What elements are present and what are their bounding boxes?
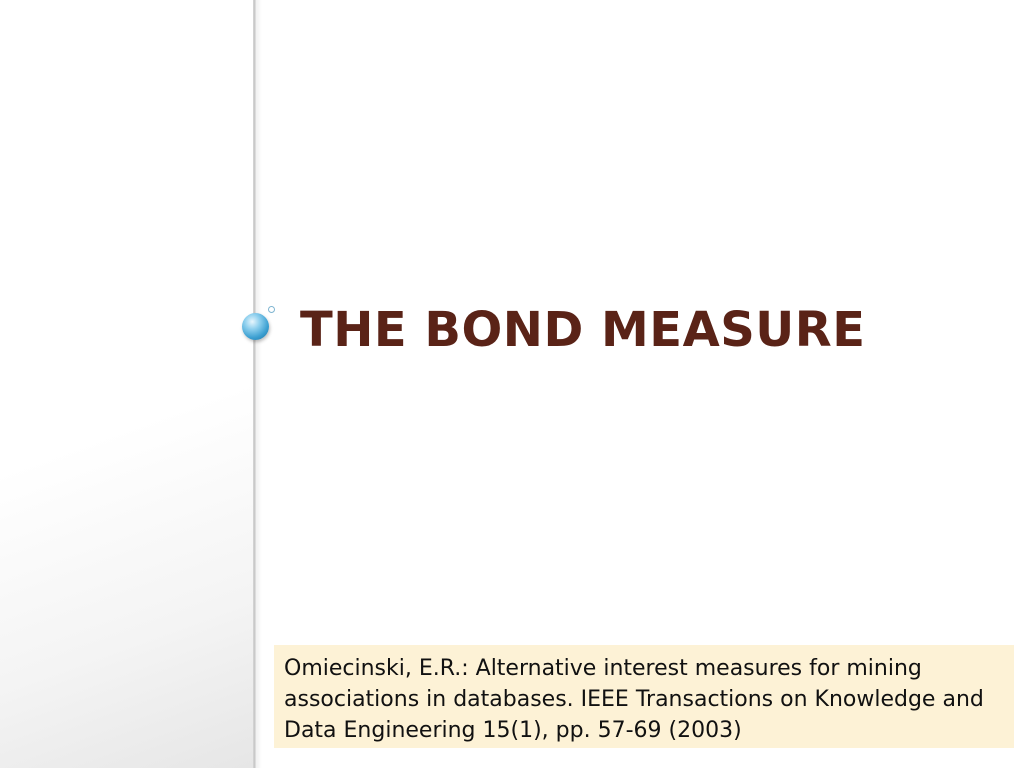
small-ring-icon — [268, 306, 275, 313]
divider-shadow — [256, 0, 262, 768]
left-decorative-panel — [0, 0, 254, 768]
slide-title: THE BOND MEASURE — [300, 302, 866, 358]
blue-orb-icon — [242, 313, 269, 340]
citation-box: Omiecinski, E.R.: Alternative interest measures for mining associations in databases. IEEE Transactions on Knowledge and Data Engineering 15(1), pp. 57-69 (2003) — [274, 645, 1014, 748]
